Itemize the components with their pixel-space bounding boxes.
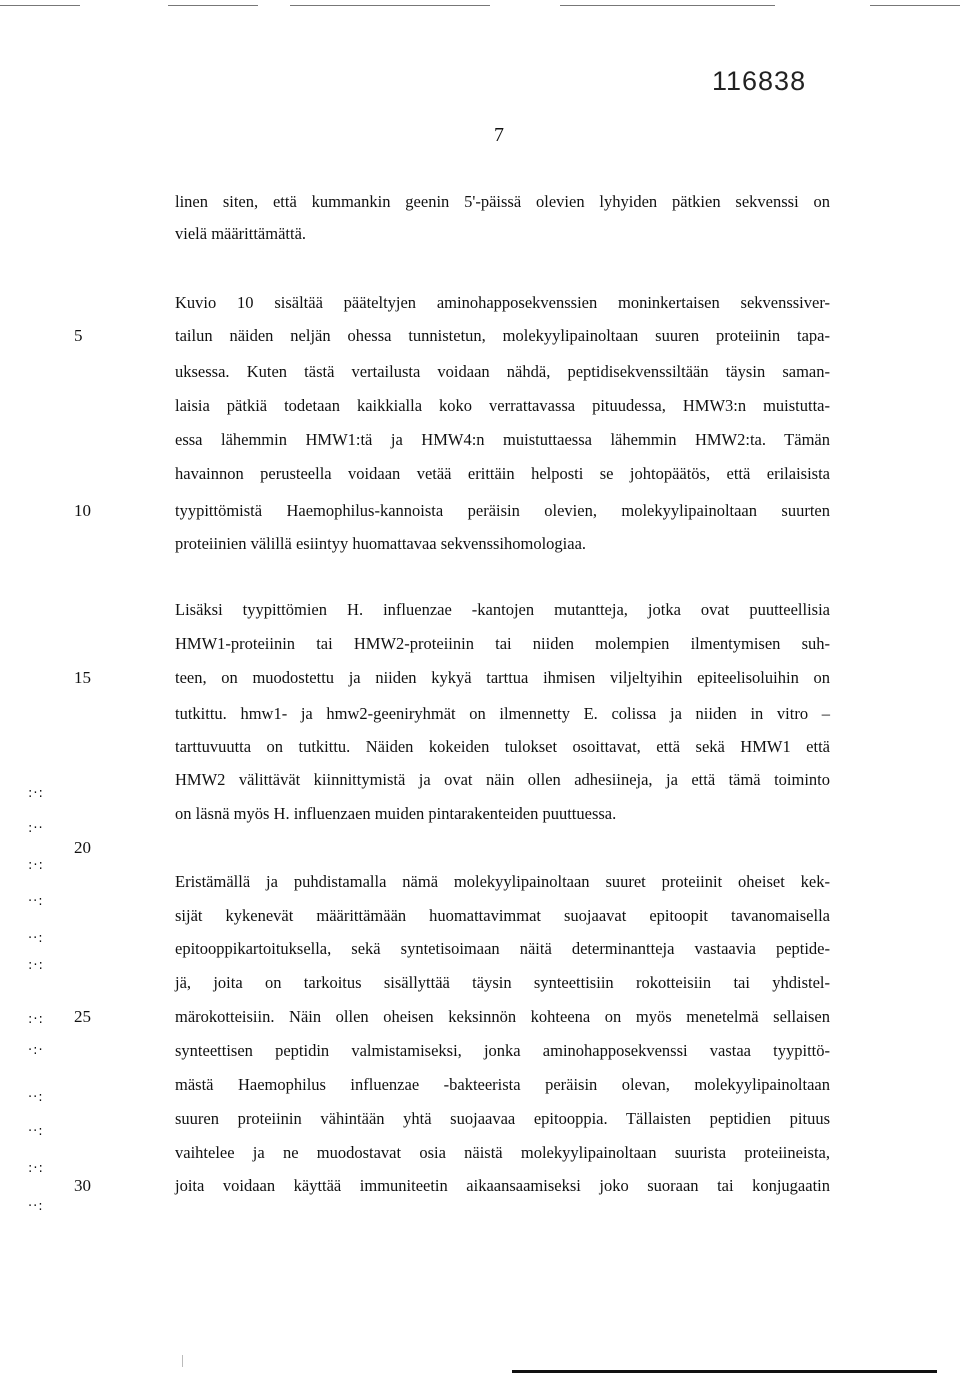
text-line: sijät kykenevät määrittämään huomattavimmat suojaavat epitoopit tavanomaisella bbox=[175, 906, 830, 925]
top-rule-3 bbox=[290, 5, 490, 6]
text-line: tarttuvuutta on tutkittu. Näiden kokeiden tulokset osoittavat, että sekä HMW1 että bbox=[175, 737, 830, 756]
text-line: laisia pätkiä todetaan kaikkialla koko verrattavassa pituudessa, HMW3:n muistutta- bbox=[175, 396, 830, 415]
text-line: suuren proteiinin vähintään yhtä suojaavaa epitooppia. Tällaisten peptidien pituus bbox=[175, 1109, 830, 1128]
scan-mark bbox=[182, 1355, 183, 1367]
text-line: epitooppikartoituksella, sekä syntetisoimaan näitä determinantteja vastaavia peptide- bbox=[175, 939, 830, 958]
margin-mark: :·: bbox=[28, 858, 44, 873]
text-line: tailun näiden neljän ohessa tunnistetun, molekyylipainoltaan suuren proteiinin tapa- bbox=[175, 326, 830, 345]
text-line: vielä määrittämättä. bbox=[175, 224, 307, 243]
text-line: essa lähemmin HMW1:tä ja HMW4:n muistuttaessa lähemmin HMW2:ta. Tämän bbox=[175, 430, 830, 449]
margin-mark: :·· bbox=[28, 821, 44, 836]
text-line: teen, on muodostettu ja niiden kykyä tarttua ihmisen viljeltyihin epiteelisoluihin on bbox=[175, 668, 830, 687]
text-line: märokotteisiin. Näin ollen oheisen keksinnön kohteena on myös menetelmä sellaisen bbox=[175, 1007, 830, 1026]
margin-mark: ··: bbox=[28, 1090, 44, 1105]
text-line: Kuvio 10 sisältää pääteltyjen aminohapposekvenssien moninkertaisen sekvenssiver- bbox=[175, 293, 830, 312]
text-line: on läsnä myös H. influenzaen muiden pintarakenteiden puuttuessa. bbox=[175, 804, 617, 823]
top-rule-4 bbox=[560, 5, 775, 6]
margin-mark: :·: bbox=[28, 1161, 44, 1176]
margin-mark: ··: bbox=[28, 894, 44, 909]
line-number: 20 bbox=[74, 838, 91, 857]
line-number: 25 bbox=[74, 1007, 91, 1026]
margin-mark: ··: bbox=[28, 931, 44, 946]
document-number: 116838 bbox=[712, 66, 807, 96]
text-line: linen siten, että kummankin geenin 5'-päissä olevien lyhyiden pätkien sekvenssi on bbox=[175, 192, 830, 211]
text-line: HMW1-proteiinin tai HMW2-proteiinin tai niiden molempien ilmentymisen suh- bbox=[175, 634, 830, 653]
text-line: Eristämällä ja puhdistamalla nämä molekyylipainoltaan suuret proteiinit oheiset kek- bbox=[175, 872, 830, 891]
text-line: havainnon perusteella voidaan vetää erittäin helposti se johtopäätös, että erilaisista bbox=[175, 464, 830, 483]
margin-mark: :·: bbox=[28, 958, 44, 973]
text-line: Lisäksi tyypittömien H. influenzae -kantojen mutantteja, jotka ovat puutteellisia bbox=[175, 600, 830, 619]
text-line: vaihtelee ja ne muodostavat osia näistä molekyylipainoltaan suurista proteiineista, bbox=[175, 1143, 830, 1162]
line-number: 15 bbox=[74, 668, 91, 687]
margin-mark: ··: bbox=[28, 1124, 44, 1139]
top-rule-2 bbox=[168, 5, 258, 6]
text-line: jä, joita on tarkoitus sisällyttää täysin synteettisiin rokotteisiin tai yhdistel- bbox=[175, 973, 830, 992]
page-number: 7 bbox=[494, 124, 504, 146]
text-line: tutkittu. hmw1- ja hmw2-geeniryhmät on ilmennetty E. colissa ja niiden in vitro – bbox=[175, 704, 830, 723]
margin-mark: :·: bbox=[28, 786, 44, 801]
footer-rule bbox=[512, 1370, 937, 1373]
top-rule-1 bbox=[0, 5, 80, 6]
line-number: 5 bbox=[74, 326, 83, 345]
margin-mark: :·: bbox=[28, 1012, 44, 1027]
text-line: mästä Haemophilus influenzae -bakteerista peräisin olevan, molekyylipainoltaan bbox=[175, 1075, 830, 1094]
text-line: proteiinien välillä esiintyy huomattavaa sekvenssihomologiaa. bbox=[175, 534, 587, 553]
line-number: 10 bbox=[74, 501, 91, 520]
line-number: 30 bbox=[74, 1176, 91, 1195]
margin-mark: ·:· bbox=[28, 1043, 44, 1058]
margin-mark: ··: bbox=[28, 1199, 44, 1214]
text-line: synteettisen peptidin valmistamiseksi, jonka aminohapposekvenssi vastaa tyypittö- bbox=[175, 1041, 830, 1060]
text-line: tyypittömistä Haemophilus-kannoista peräisin olevien, molekyylipainoltaan suurten bbox=[175, 501, 830, 520]
text-line: joita voidaan käyttää immuniteetin aikaansaamiseksi joko suoraan tai konjugaatin bbox=[175, 1176, 830, 1195]
top-rule-5 bbox=[870, 5, 960, 6]
text-line: HMW2 välittävät kiinnittymistä ja ovat näin ollen adhesiineja, ja että tämä toiminto bbox=[175, 770, 830, 789]
text-line: uksessa. Kuten tästä vertailusta voidaan nähdä, peptidisekvenssiltään täysin saman- bbox=[175, 362, 830, 381]
